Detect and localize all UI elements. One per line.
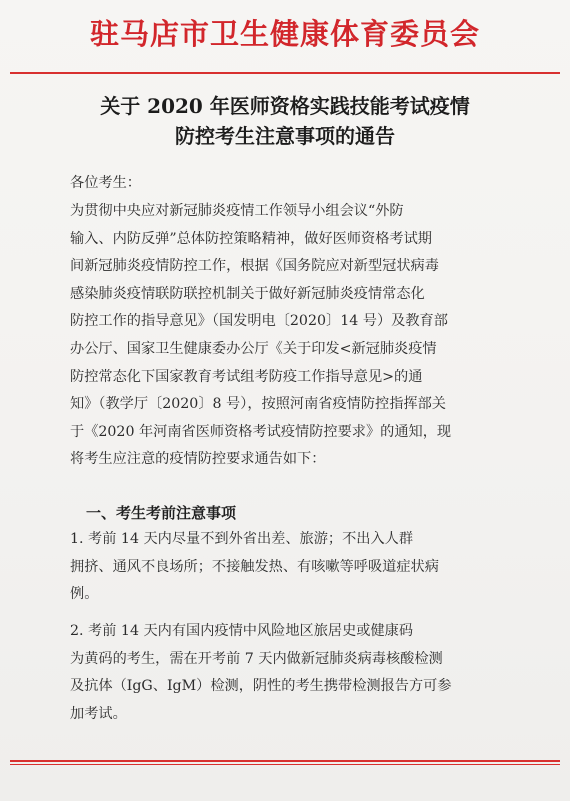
- paragraph-line: 输入、内防反弹”总体防控策略精神，做好医师资格考试期: [70, 230, 432, 247]
- section-heading-1: 一、考生考前注意事项: [86, 504, 237, 522]
- paragraph-line: 于《2020 年河南省医师资格考试疫情防控要求》的通知，现: [70, 423, 452, 440]
- document-title-line-1: 关于 2020 年医师资格实践技能考试疫情: [100, 94, 470, 118]
- document-title-line-2: 防控考生注意事项的通告: [175, 124, 395, 148]
- list-item-line: 为黄码的考生，需在开考前 7 天内做新冠肺炎病毒核酸检测: [70, 650, 443, 667]
- paragraph-line: 知》（教学厅〔2020〕8 号），按照河南省疫情防控指挥部关: [70, 396, 446, 413]
- footer-red-rule-thin: [10, 764, 560, 765]
- footer-red-rule: [10, 760, 560, 762]
- salutation-text: 各位考生：: [70, 175, 141, 191]
- paragraph-line: 感染肺炎疫情联防联控机制关于做好新冠肺炎疫情常态化: [70, 285, 425, 302]
- paragraph-line: 间新冠肺炎疫情防控工作，根据《国务院应对新型冠状病毒: [70, 258, 439, 275]
- list-item-1: [70, 526, 510, 609]
- list-item-2: [70, 618, 510, 728]
- paragraph-line: 办公厅、国家卫生健康委办公厅《关于印发<新冠肺炎疫情: [70, 340, 437, 357]
- letterhead-red-rule: [10, 72, 560, 74]
- paragraph-line: 将考生应注意的疫情防控要求通告如下：: [70, 451, 326, 468]
- list-item-line: 1. 考前 14 天内尽量不到外省出差、旅游；不出入人群: [70, 531, 414, 547]
- paragraph-line: 为贯彻中央应对新冠肺炎疫情工作领导小组会议“外防: [70, 203, 404, 219]
- list-item-line: 拥挤、通风不良场所；不接触发热、有咳嗽等呼吸道症状病: [70, 558, 439, 575]
- list-item-line: 例。: [70, 586, 99, 603]
- list-item-line: 及抗体（IgG、IgM）检测，阴性的考生携带检测报告方可参: [70, 678, 452, 695]
- paragraph-line: 防控工作的指导意见》（国发明电〔2020〕14 号）及教育部: [70, 313, 448, 330]
- list-item-line: 加考试。: [70, 705, 127, 722]
- paragraph-line: 防控常态化下国家教育考试组考防疫工作指导意见>的通: [70, 368, 423, 385]
- letterhead-org-name: 驻马店市卫生健康体育委员会: [89, 17, 480, 51]
- salutation: [70, 170, 510, 198]
- list-item-line: 2. 考前 14 天内有国内疫情中风险地区旅居史或健康码: [70, 623, 414, 639]
- paragraph-1: [70, 198, 510, 474]
